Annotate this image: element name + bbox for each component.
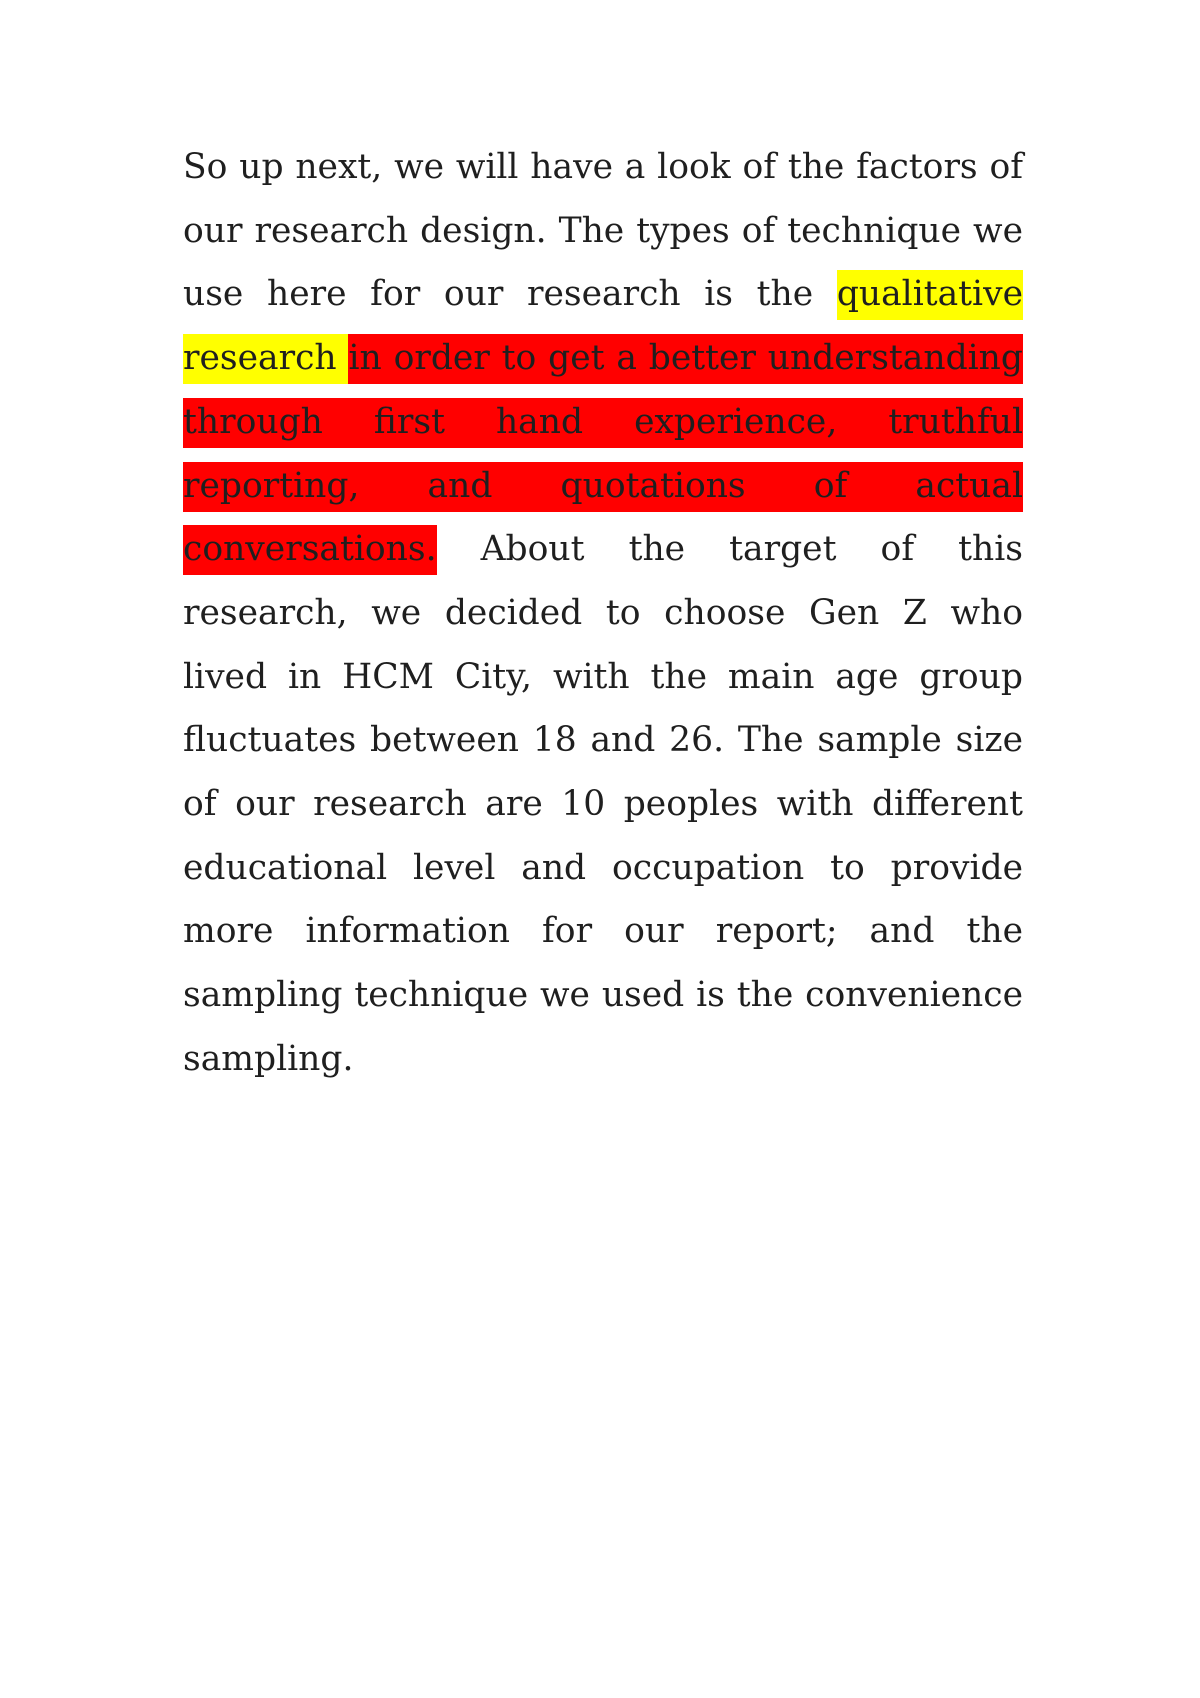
paragraph-text-start: So up next, we will have a look of the factors of our research design. The types of technique we use here for our research is the bbox=[183, 147, 1023, 315]
yellow-highlighted-text: qualitative research bbox=[183, 270, 1023, 384]
paragraph-text-end: About the target of this research, we decided to choose Gen Z who lived in HCM City, with the main age group fluctuates between 18 and 26. The sample size of our research are 10 peoples with different educational level and occupation to provide more information for our report; and the sampling technique we used is the convenience sampling. bbox=[183, 529, 1023, 1079]
red-highlighted-text: in order to get a better understanding through first hand experience, truthful reporting, and quotations of actual conversations. bbox=[183, 334, 1023, 575]
body-paragraph bbox=[183, 136, 1023, 1092]
